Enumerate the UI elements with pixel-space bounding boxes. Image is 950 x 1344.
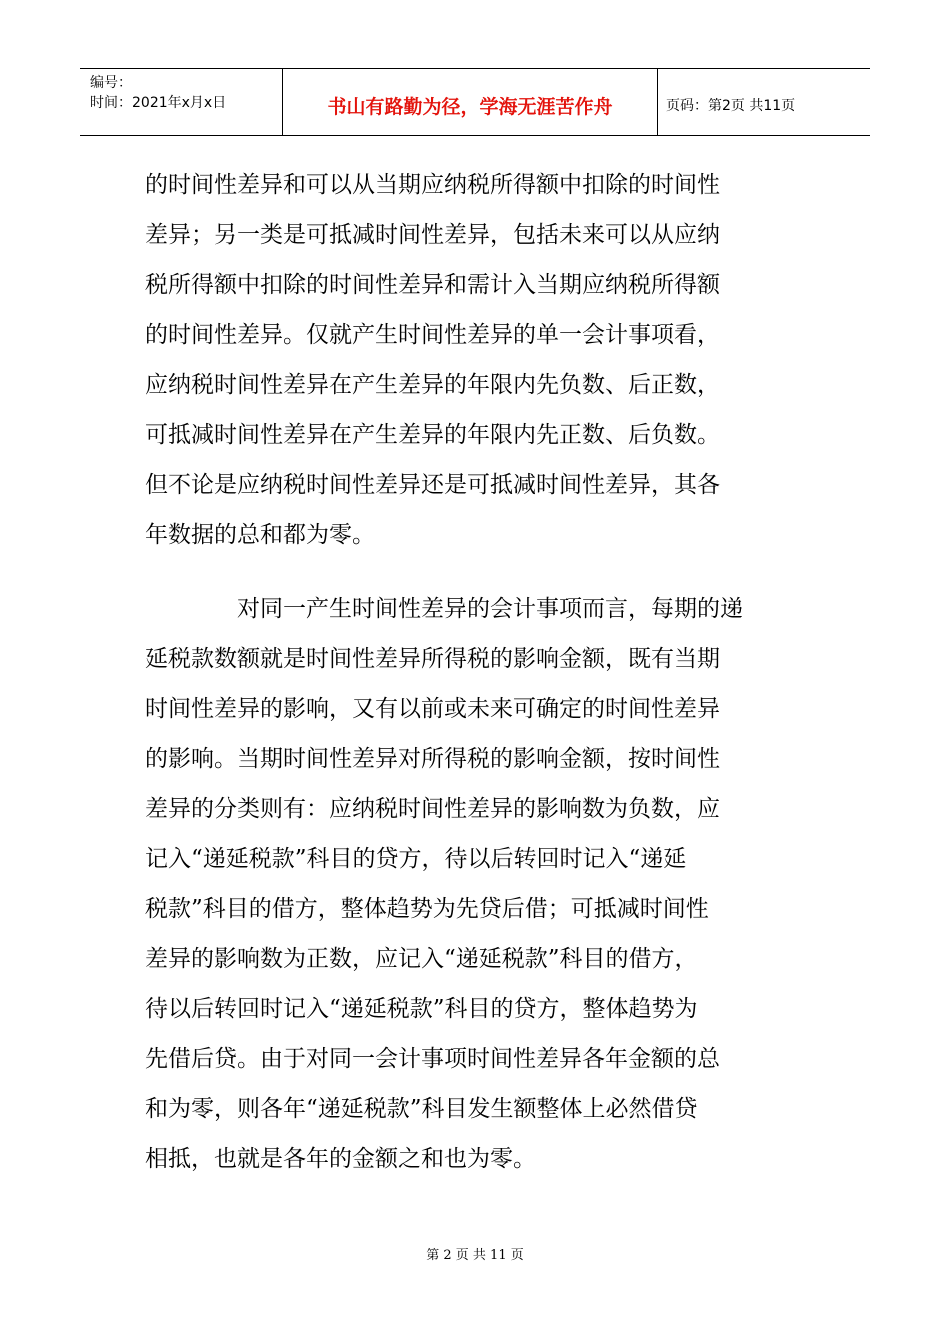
header-page-cell: [658, 69, 870, 135]
page-header: [80, 68, 870, 136]
text-line: 的时间性差异。仅就产生时间性差异的单一会计事项看，: [145, 322, 720, 348]
document-date: 时间：2021年x月x日: [90, 95, 227, 111]
paragraph-2: [145, 584, 805, 1184]
text-line: 差异的分类则有：应纳税时间性差异的影响数为负数，应: [145, 796, 720, 822]
text-line: 差异；另一类是可抵减时间性差异，包括未来可以从应纳: [145, 222, 720, 248]
text-line: 对同一产生时间性差异的会计事项而言，每期的递: [237, 596, 743, 622]
text-line: 税所得额中扣除的时间性差异和需计入当期应纳税所得额: [145, 272, 720, 298]
text-line: 应纳税时间性差异在产生差异的年限内先负数、后正数，: [145, 372, 720, 398]
text-line: 的影响。当期时间性差异对所得税的影响金额，按时间性: [145, 746, 720, 772]
header-meta-cell: [80, 69, 283, 135]
text-line: 税款”科目的借方，整体趋势为先贷后借；可抵减时间性: [145, 896, 709, 922]
text-line: 时间性差异的影响，又有以前或未来可确定的时间性差异: [145, 696, 720, 722]
text-line: 但不论是应纳税时间性差异还是可抵减时间性差异，其各: [145, 472, 720, 498]
text-line: 相抵，也就是各年的金额之和也为零。: [145, 1146, 536, 1172]
document-body: [145, 160, 805, 1184]
paragraph-1: [145, 160, 805, 560]
page-footer: [0, 1244, 950, 1263]
document-number-label: 编号：: [90, 75, 132, 91]
text-line: 先借后贷。由于对同一会计事项时间性差异各年金额的总: [145, 1046, 720, 1072]
header-motto-cell: [283, 69, 658, 135]
text-line: 年数据的总和都为零。: [145, 522, 375, 548]
footer-page-number: 第 2 页 共 11 页: [426, 1248, 524, 1263]
text-line: 的时间性差异和可以从当期应纳税所得额中扣除的时间性: [145, 172, 720, 198]
text-line: 差异的影响数为正数，应记入“递延税款”科目的借方，: [145, 946, 698, 972]
text-line: 可抵减时间性差异在产生差异的年限内先正数、后负数。: [145, 422, 720, 448]
text-line: 待以后转回时记入“递延税款”科目的贷方，整体趋势为: [145, 996, 698, 1022]
header-page-info: 页码：第2页 共11页: [666, 98, 796, 114]
header-motto: 书山有路勤为径，学海无涯苦作舟: [327, 95, 613, 118]
text-line: 和为零，则各年“递延税款”科目发生额整体上必然借贷: [145, 1096, 698, 1122]
text-line: 延税款数额就是时间性差异所得税的影响金额，既有当期: [145, 646, 720, 672]
text-line: 记入“递延税款”科目的贷方，待以后转回时记入“递延: [145, 846, 687, 872]
